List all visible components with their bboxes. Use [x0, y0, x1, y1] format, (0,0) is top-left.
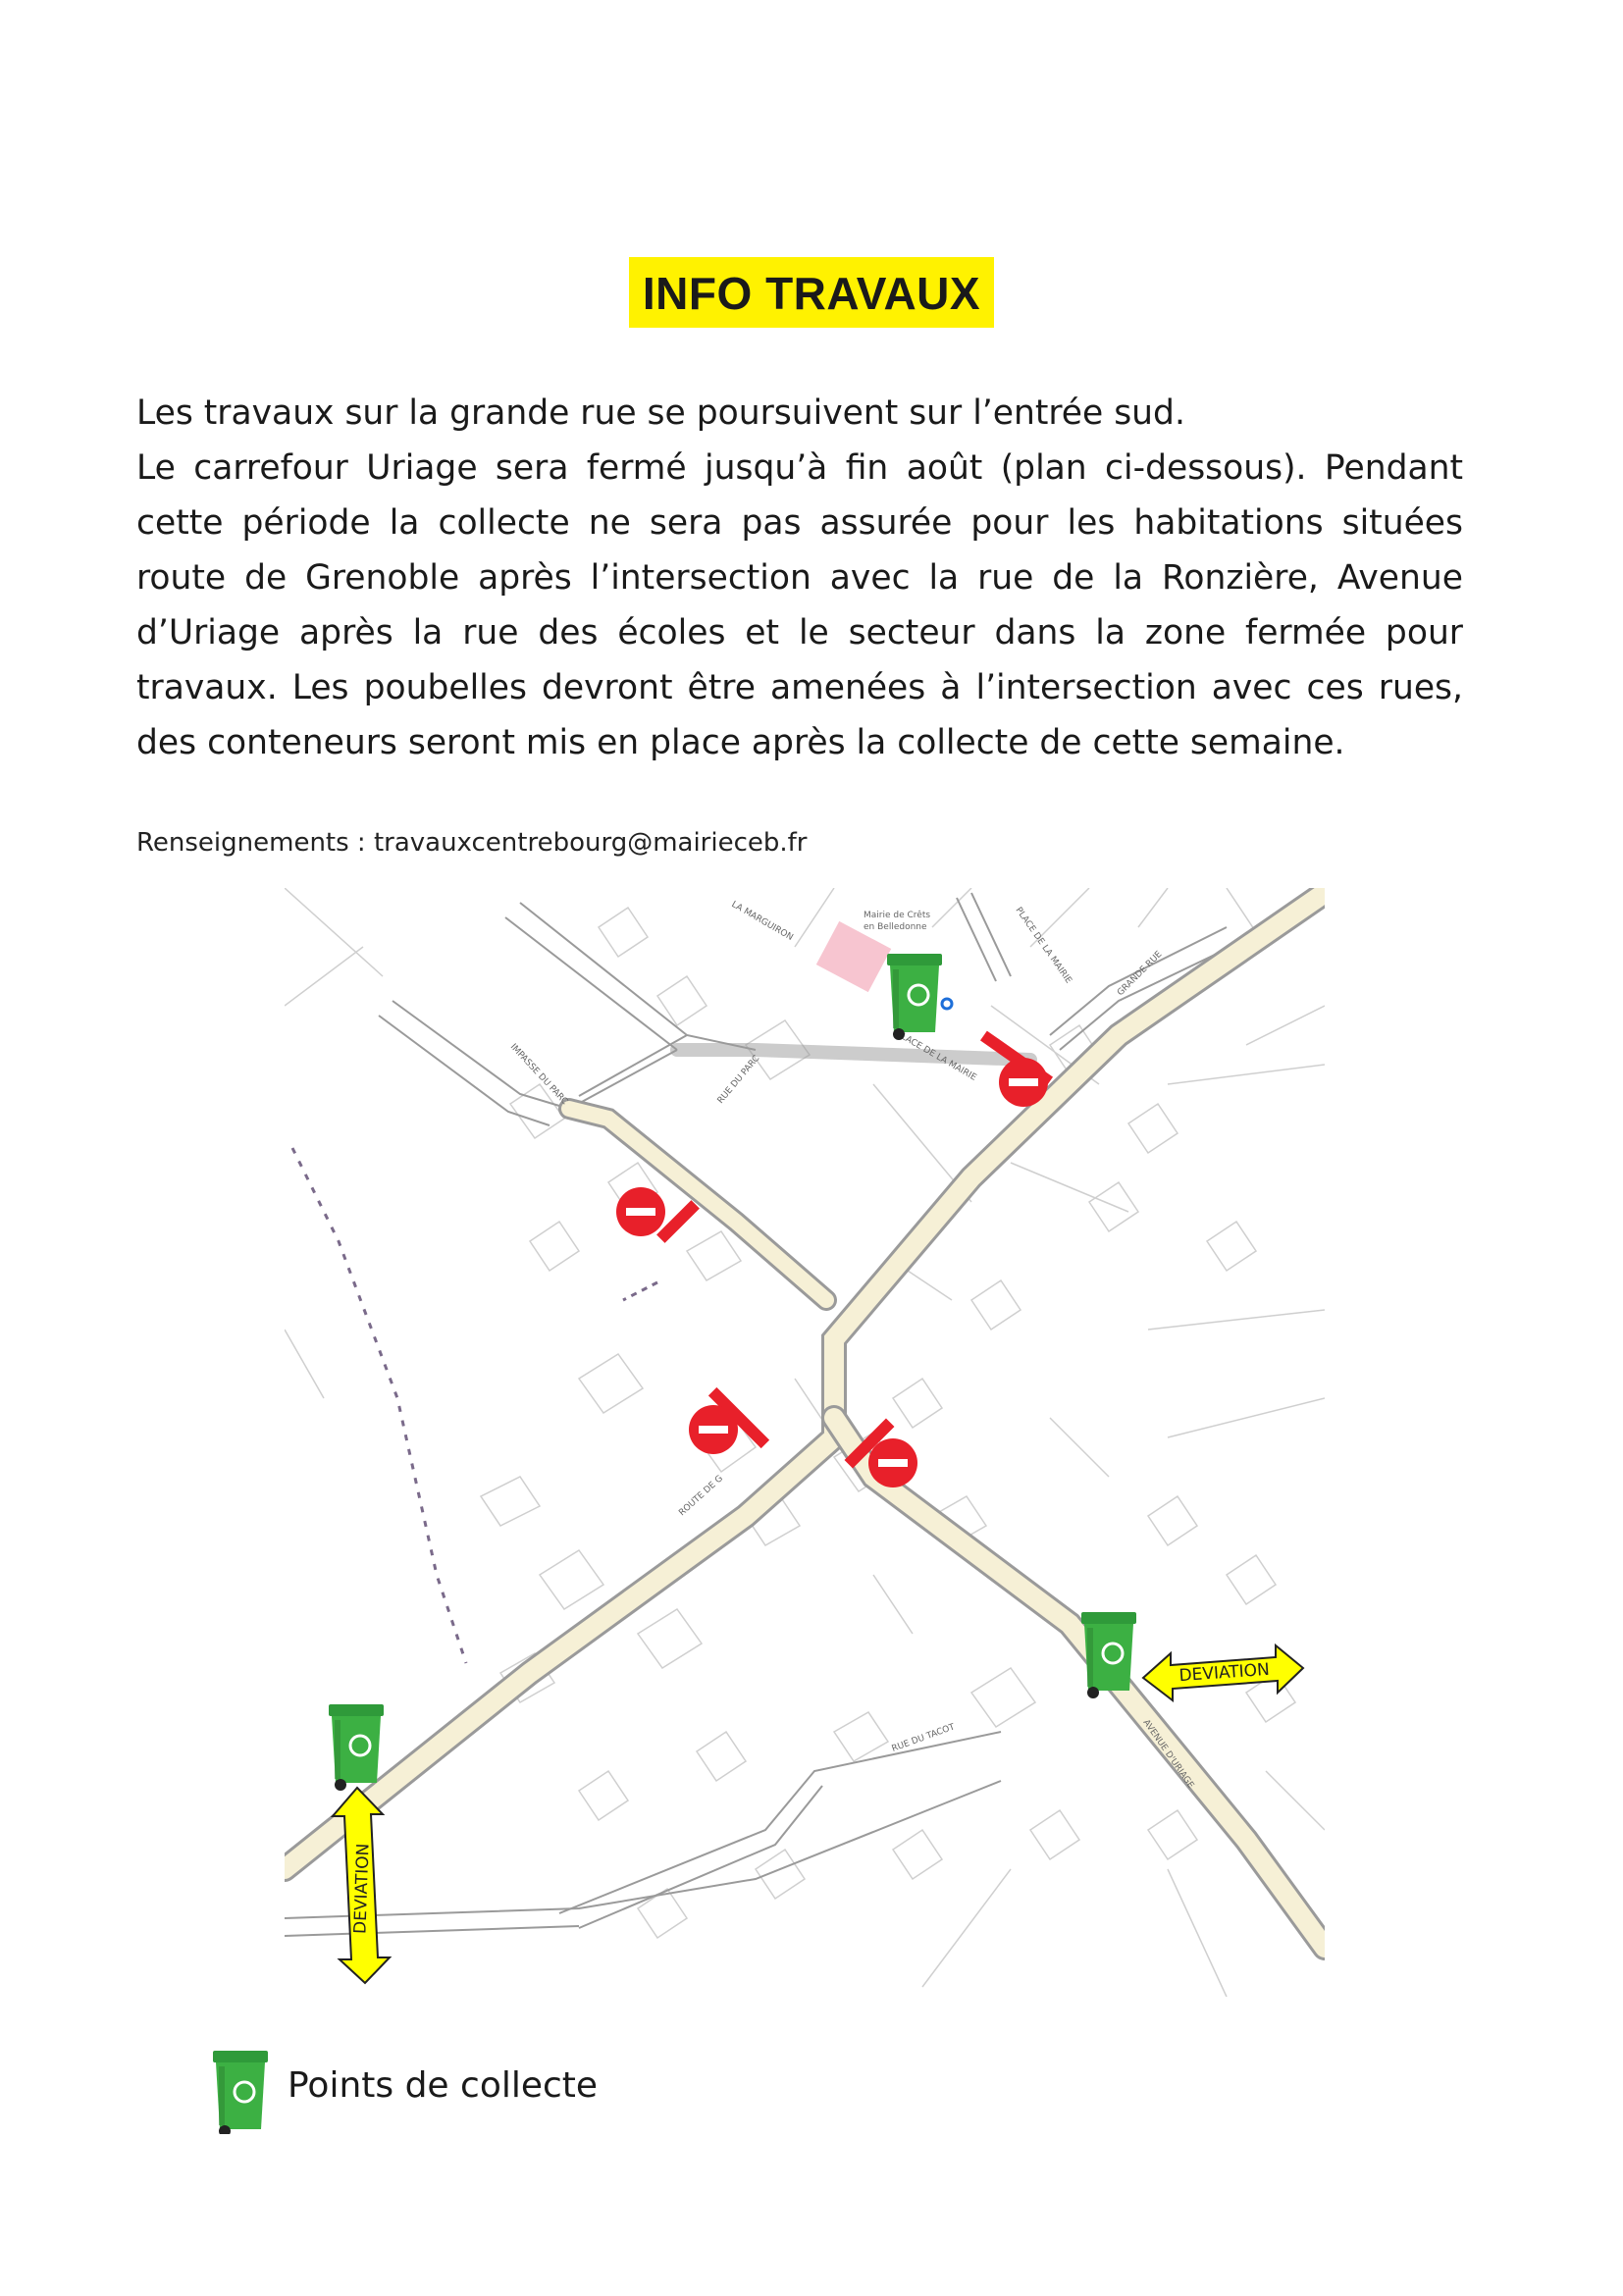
legend	[201, 2046, 599, 2134]
deviation-label-east: DEVIATION	[1178, 1659, 1271, 1687]
label-impasse-du-parc: IMPASSE DU PARC	[507, 1042, 570, 1108]
label-place-mairie-1: PLACE DE LA MAIRIE	[1013, 905, 1073, 986]
recycling-bin-icon	[1081, 1612, 1136, 1698]
no-entry-icon	[616, 1187, 665, 1236]
main-roads	[285, 893, 1325, 1948]
recycling-bin-icon	[201, 2046, 280, 2134]
no-entry-icon	[999, 1058, 1048, 1107]
deviation-label-south: DEVIATION	[350, 1843, 374, 1935]
label-place-mairie-2: PLACE DE LA MAIRIE	[894, 1028, 978, 1083]
notice-line-1: Les travaux sur la grande rue se poursuivent sur l’entrée sud.	[136, 393, 1185, 433]
label-avenue-d-uriage: AVENUE D'URIAGE	[1140, 1717, 1196, 1791]
header	[0, 257, 1623, 328]
recycling-bin-icon	[329, 1704, 384, 1791]
no-entry-icon	[689, 1405, 738, 1454]
mairie-label-1: Mairie de Crêts	[864, 911, 931, 920]
legend-label: Points de collecte	[288, 2065, 599, 2106]
label-grande-rue: GRANDE RUE	[1116, 949, 1165, 999]
contact-line: Renseignements : travauxcentrebourg@mairieceb.fr	[136, 828, 808, 858]
notice-text	[136, 386, 1463, 770]
label-rue-du-parc: RUE DU PARC	[715, 1053, 762, 1106]
label-route-de-grenoble: ROUTE DE G	[677, 1474, 725, 1519]
roadworks-map	[285, 888, 1325, 1997]
notice-paragraph: Le carrefour Uriage sera fermé jusqu’à fin août (plan ci-dessous). Pendant cette période la collecte ne sera pas assurée pour les habitations situées route de Grenoble après l’intersection avec la rue de la Ronzière, Avenue d’Uriage après la rue des écoles et le secteur dans la zone fermée pour travaux. Les poubelles devront être amenées à l’intersection avec ces rues, des conteneurs seront mis en place après la collecte de cette semaine.	[136, 448, 1463, 762]
label-la-marguiron: LA MARGUIRON	[729, 899, 795, 943]
deviation-arrow-south	[333, 1788, 390, 1983]
mairie-label-2: en Belledonne	[864, 922, 927, 932]
deviation-arrow-east	[1143, 1645, 1303, 1700]
location-dot-icon	[942, 999, 952, 1009]
no-entry-icon	[868, 1438, 917, 1487]
dashed-boundary	[292, 1148, 466, 1663]
page-title: INFO TRAVAUX	[629, 257, 994, 328]
road-closure-route-grenoble	[689, 1387, 769, 1454]
dashed-boundary-2	[623, 1282, 657, 1300]
label-rue-du-tacot: RUE DU TACOT	[890, 1722, 957, 1754]
recycling-bin-icon	[887, 954, 942, 1040]
